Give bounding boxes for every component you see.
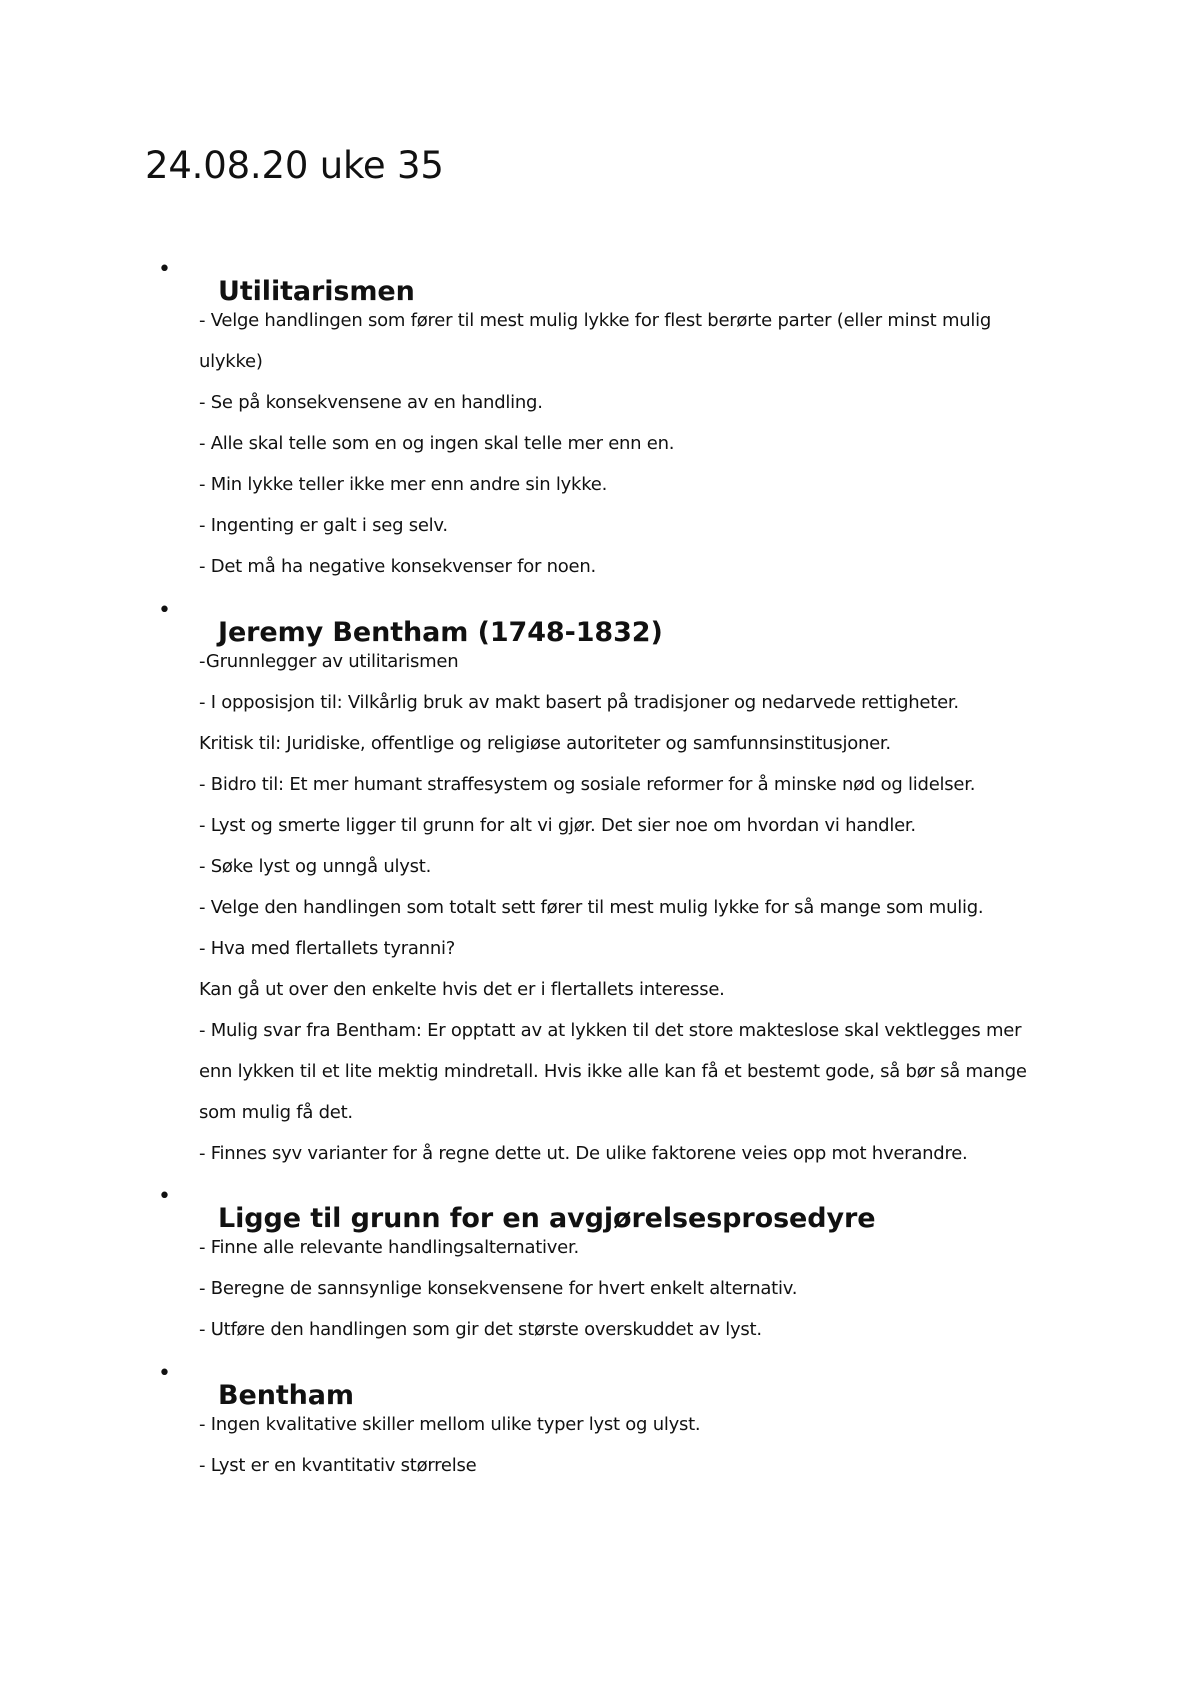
text-line: - Lyst er en kvantitativ størrelse xyxy=(199,1455,477,1476)
section-lines xyxy=(199,1404,1049,1486)
text-line: - Mulig svar fra Bentham: Er opptatt av at lykken til det store makteslose skal vektlegges mer xyxy=(199,1020,1022,1041)
text-line: - Ingen kvalitative skiller mellom ulike typer lyst og ulyst. xyxy=(199,1414,701,1435)
text-line: - Finne alle relevante handlingsalternativer. xyxy=(199,1237,579,1258)
bullet-icon: • xyxy=(158,598,171,623)
section-lines xyxy=(199,300,1049,587)
text-line: - Finnes syv varianter for å regne dette ut. De ulike faktorene veies opp mot hverandre. xyxy=(199,1143,968,1164)
text-line: - Beregne de sannsynlige konsekvensene for hvert enkelt alternativ. xyxy=(199,1278,798,1299)
text-line: - Min lykke teller ikke mer enn andre sin lykke. xyxy=(199,474,608,495)
section-heading: Ligge til grunn for en avgjørelsesprosedyre xyxy=(218,1203,876,1235)
text-line: - Ingenting er galt i seg selv. xyxy=(199,515,448,536)
text-line: - Alle skal telle som en og ingen skal telle mer enn en. xyxy=(199,433,675,454)
text-line: som mulig få det. xyxy=(199,1102,353,1123)
text-line: enn lykken til et lite mektig mindretall. Hvis ikke alle kan få et bestemt gode, så bør så mange xyxy=(199,1061,1027,1082)
section-heading: Bentham xyxy=(218,1380,354,1412)
text-line: - Søke lyst og unngå ulyst. xyxy=(199,856,432,877)
section-heading: Utilitarismen xyxy=(218,276,415,308)
text-line: - Velge handlingen som fører til mest mulig lykke for flest berørte parter (eller minst mulig xyxy=(199,310,992,331)
section-lines xyxy=(199,1227,1049,1350)
text-line: Kan gå ut over den enkelte hvis det er i flertallets interesse. xyxy=(199,979,725,1000)
text-line: ulykke) xyxy=(199,351,263,372)
text-line: - Velge den handlingen som totalt sett fører til mest mulig lykke for så mange som mulig. xyxy=(199,897,984,918)
text-line: - Se på konsekvensene av en handling. xyxy=(199,392,543,413)
text-line: - I opposisjon til: Vilkårlig bruk av makt basert på tradisjoner og nedarvede rettigheter. xyxy=(199,692,959,713)
text-line: - Hva med flertallets tyranni? xyxy=(199,938,456,959)
section-heading: Jeremy Bentham (1748-1832) xyxy=(218,617,663,649)
text-line: - Utføre den handlingen som gir det største overskuddet av lyst. xyxy=(199,1319,762,1340)
bullet-icon: • xyxy=(158,257,171,282)
text-line: Kritisk til: Juridiske, offentlige og religiøse autoriteter og samfunnsinstitusjoner. xyxy=(199,733,891,754)
text-line: -Grunnlegger av utilitarismen xyxy=(199,651,459,672)
page-title: 24.08.20 uke 35 xyxy=(145,144,444,187)
bullet-icon: • xyxy=(158,1184,171,1209)
section-lines xyxy=(199,641,1049,1174)
text-line: - Det må ha negative konsekvenser for noen. xyxy=(199,556,596,577)
bullet-icon: • xyxy=(158,1361,171,1386)
text-line: - Lyst og smerte ligger til grunn for alt vi gjør. Det sier noe om hvordan vi handler. xyxy=(199,815,916,836)
text-line: - Bidro til: Et mer humant straffesystem og sosiale reformer for å minske nød og lidelser. xyxy=(199,774,976,795)
